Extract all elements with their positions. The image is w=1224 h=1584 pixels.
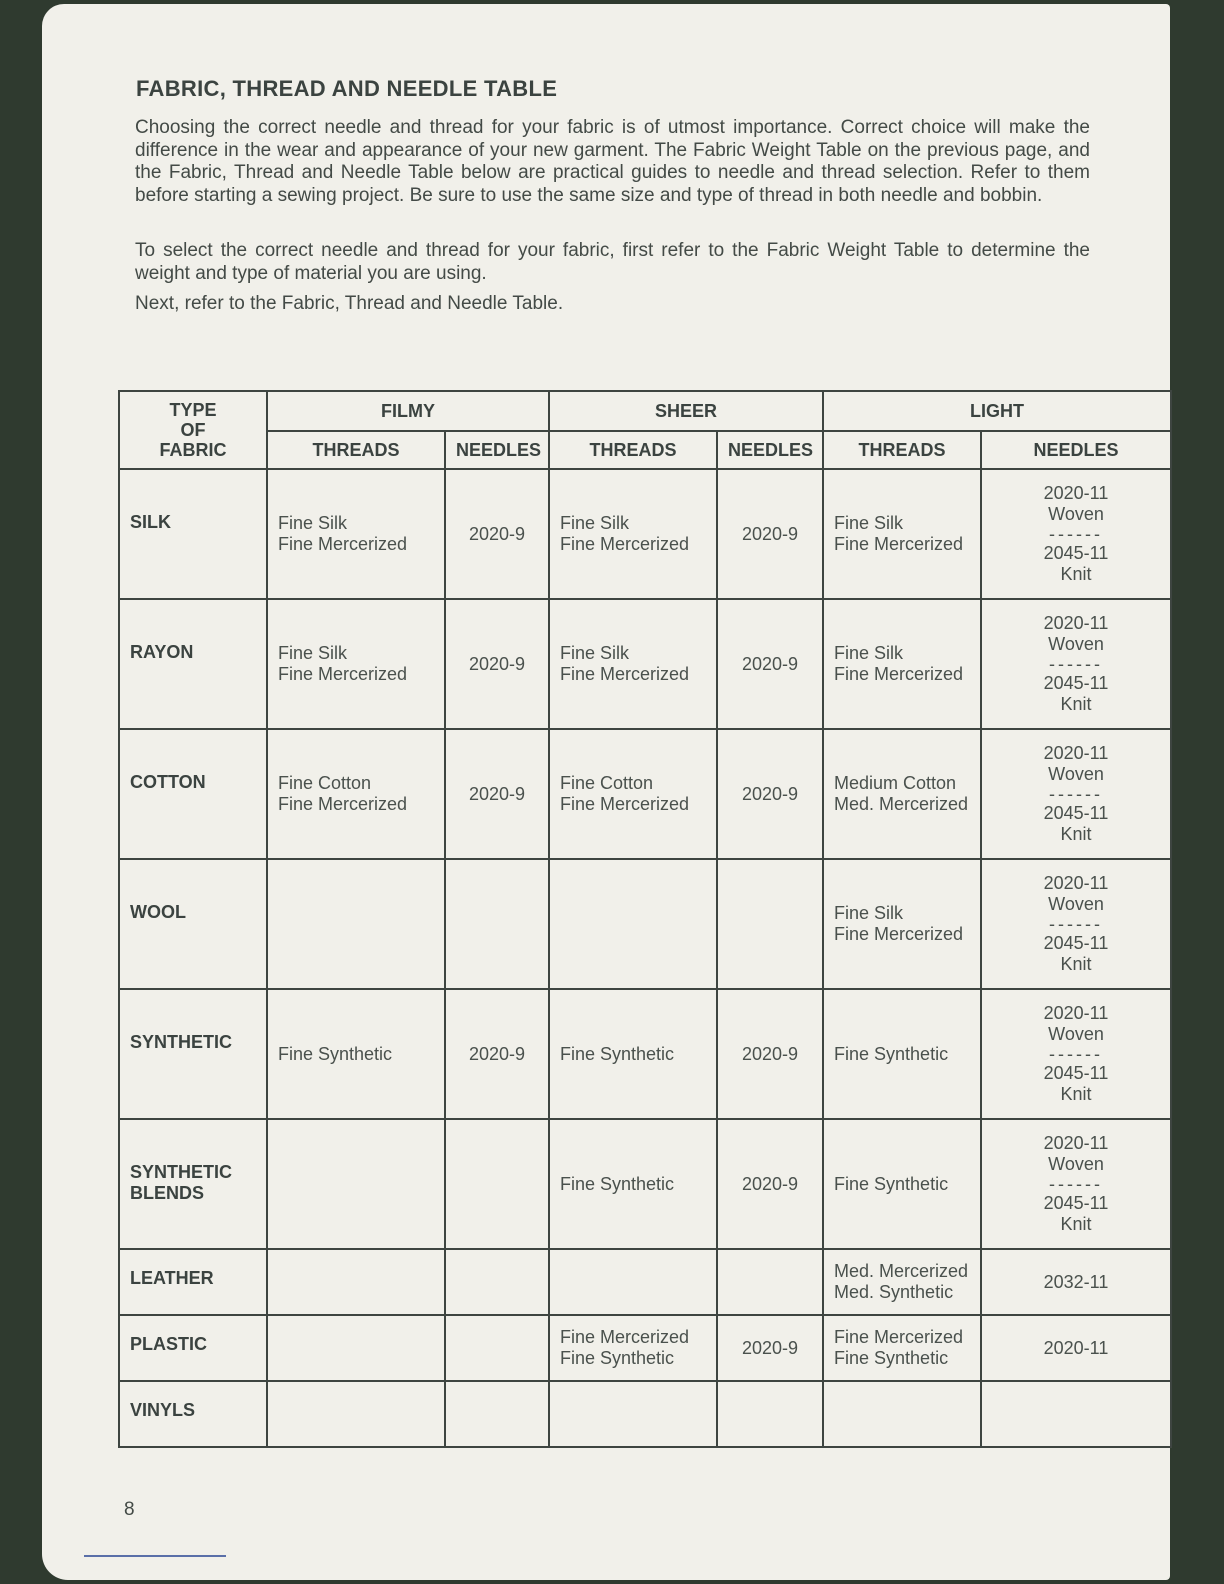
knit-needle-number: 2045-11: [1043, 673, 1109, 693]
fabric-type-cell: [119, 469, 267, 599]
document-page: [42, 4, 1170, 1580]
page-title: FABRIC, THREAD AND NEEDLE TABLE: [136, 76, 558, 101]
divider-dashes: ------: [1049, 1044, 1103, 1064]
knit-label: Knit: [1060, 824, 1092, 844]
knit-needle-number: 2045-11: [1043, 803, 1109, 823]
sheer-threads-cell: [549, 729, 717, 859]
thread-line: Fine Synthetic: [560, 1043, 675, 1064]
thread-line: WOOL: [130, 902, 186, 922]
sheer-threads-cell: [549, 989, 717, 1119]
thread-line: Fine Synthetic: [560, 1173, 675, 1194]
sheer-threads-cell: [549, 1119, 717, 1249]
sheer-threads-cell: [549, 599, 717, 729]
knit-label: Knit: [1060, 564, 1092, 584]
light-needles-cell: 2020-11: [981, 1315, 1171, 1381]
filmy-threads-cell: [267, 1315, 445, 1381]
filmy-threads-cell: [267, 859, 445, 989]
light-threads-cell: [823, 859, 981, 989]
thread-line: Fine Synthetic: [278, 1043, 393, 1064]
woven-label: Woven: [1048, 764, 1104, 784]
fabric-thread-needle-table: [118, 390, 1172, 1448]
thread-line: Fine Cotton: [560, 773, 654, 793]
thread-line: Fine Mercerized: [834, 664, 964, 684]
instruction-paragraph: To select the correct needle and thread for your fabric, first refer to the Fabric Weight Table to determine the weight and type of material you are using.: [135, 240, 1090, 284]
sheer-needles-cell: 2020-9: [717, 1119, 823, 1249]
divider-dashes: ------: [1049, 784, 1103, 804]
light-threads-cell: [823, 469, 981, 599]
needles-subheader: NEEDLES: [717, 431, 823, 469]
knit-needle-number: 2045-11: [1043, 933, 1109, 953]
thread-line: Fine Mercerized: [560, 664, 690, 684]
light-needles-cell: [981, 989, 1171, 1119]
thread-line: Fine Synthetic: [834, 1173, 949, 1194]
filmy-needles-cell: [445, 1315, 549, 1381]
filmy-threads-cell: [267, 599, 445, 729]
thread-line: Fine Synthetic: [834, 1348, 949, 1368]
divider-dashes: ------: [1049, 1174, 1103, 1194]
threads-subheader: THREADS: [267, 431, 445, 469]
woven-label: Woven: [1048, 894, 1104, 914]
table-row: [119, 989, 1171, 1119]
thread-line: Fine Silk: [278, 513, 348, 533]
threads-subheader: THREADS: [823, 431, 981, 469]
woven-needle-number: 2020-11: [1043, 873, 1109, 893]
thread-line: Med. Mercerized: [834, 1261, 969, 1281]
light-threads-cell: [823, 599, 981, 729]
knit-needle-number: 2045-11: [1043, 1193, 1109, 1213]
sheer-threads-cell: [549, 1315, 717, 1381]
fabric-type-cell: [119, 1249, 267, 1315]
table-row: [119, 1315, 1171, 1381]
woven-needle-number: 2020-11: [1043, 743, 1109, 763]
thread-line: SYNTHETIC: [130, 1162, 233, 1182]
thread-line: Fine Synthetic: [560, 1348, 675, 1368]
thread-line: BLENDS: [130, 1183, 205, 1203]
light-threads-cell: [823, 1249, 981, 1315]
filmy-needles-cell: [445, 1119, 549, 1249]
thread-line: Fine Cotton: [278, 773, 372, 793]
thread-line: Med. Synthetic: [834, 1282, 954, 1302]
table-row: [119, 729, 1171, 859]
thread-line: Fine Mercerized: [834, 534, 964, 554]
sheer-needles-cell: [717, 1249, 823, 1315]
intro-paragraph: Choosing the correct needle and thread for your fabric is of utmost importance. Correct choice will make the difference in the wear and appearance of your new garment. The Fabric Weight Table on the previous page, and the Fabric, Thread and Needle Table below are practical guides to needle and thread selection. Refer to them before starting a sewing project. Be sure to use the same size and type of thread in both needle and bobbin.: [135, 117, 1090, 206]
page-number: 8: [124, 1499, 135, 1520]
sheer-needles-cell: [717, 1381, 823, 1447]
thread-line: PLASTIC: [130, 1334, 208, 1354]
light-needles-cell: [981, 1119, 1171, 1249]
sheer-needles-cell: 2020-9: [717, 469, 823, 599]
filmy-threads-cell: [267, 989, 445, 1119]
fabric-type-cell: [119, 1381, 267, 1447]
woven-needle-number: 2020-11: [1043, 613, 1109, 633]
filmy-needles-cell: [445, 1381, 549, 1447]
threads-subheader: THREADS: [549, 431, 717, 469]
sheer-threads-cell: [549, 1381, 717, 1447]
thread-line: Fine Mercerized: [834, 924, 964, 944]
filmy-threads-cell: [267, 1119, 445, 1249]
light-threads-cell: [823, 1381, 981, 1447]
light-header: LIGHT: [823, 391, 1171, 431]
table-row: [119, 1249, 1171, 1315]
thread-line: Fine Silk: [278, 643, 348, 663]
woven-needle-number: 2020-11: [1043, 1133, 1109, 1153]
thread-line: Fine Mercerized: [560, 1327, 690, 1347]
thread-line: Fine Mercerized: [278, 794, 408, 814]
needles-subheader: NEEDLES: [981, 431, 1171, 469]
knit-label: Knit: [1060, 694, 1092, 714]
knit-needle-number: 2045-11: [1043, 1063, 1109, 1083]
filmy-needles-cell: 2020-9: [445, 599, 549, 729]
filmy-threads-cell: [267, 1249, 445, 1315]
woven-label: Woven: [1048, 504, 1104, 524]
light-needles-cell: [981, 599, 1171, 729]
thread-line: Fine Silk: [834, 903, 904, 923]
light-threads-cell: [823, 729, 981, 859]
thread-line: Fine Mercerized: [560, 794, 690, 814]
sheer-header: SHEER: [549, 391, 823, 431]
filmy-header: FILMY: [267, 391, 549, 431]
thread-line: Fine Mercerized: [278, 664, 408, 684]
filmy-threads-cell: [267, 469, 445, 599]
thread-line: Fine Mercerized: [834, 1327, 964, 1347]
woven-needle-number: 2020-11: [1043, 483, 1109, 503]
woven-label: Woven: [1048, 1024, 1104, 1044]
needles-subheader: NEEDLES: [445, 431, 549, 469]
thread-line: Fine Silk: [560, 643, 630, 663]
thread-line: Med. Mercerized: [834, 794, 969, 814]
next-step-paragraph: Next, refer to the Fabric, Thread and Needle Table.: [135, 293, 564, 314]
table-row: [119, 1119, 1171, 1249]
knit-label: Knit: [1060, 1084, 1092, 1104]
light-threads-cell: [823, 989, 981, 1119]
fabric-type-cell: [119, 599, 267, 729]
sheer-needles-cell: 2020-9: [717, 599, 823, 729]
table-row: [119, 859, 1171, 989]
light-needles-cell: [981, 859, 1171, 989]
thread-line: Fine Synthetic: [834, 1043, 949, 1064]
light-needles-cell: 2032-11: [981, 1249, 1171, 1315]
knit-label: Knit: [1060, 954, 1092, 974]
woven-needle-number: 2020-11: [1043, 1003, 1109, 1023]
sheer-threads-cell: [549, 1249, 717, 1315]
thread-line: Fine Mercerized: [278, 534, 408, 554]
sheer-needles-cell: 2020-9: [717, 989, 823, 1119]
thread-line: SILK: [130, 512, 172, 532]
filmy-needles-cell: [445, 1249, 549, 1315]
filmy-threads-cell: [267, 729, 445, 859]
thread-line: LEATHER: [130, 1268, 214, 1288]
sheer-threads-cell: [549, 469, 717, 599]
table-row: [119, 469, 1171, 599]
fabric-type-cell: [119, 1315, 267, 1381]
table-row: [119, 599, 1171, 729]
thread-line: Fine Silk: [560, 513, 630, 533]
fabric-type-cell: [119, 989, 267, 1119]
thread-line: Fine Mercerized: [560, 534, 690, 554]
woven-label: Woven: [1048, 1154, 1104, 1174]
sheer-needles-cell: 2020-9: [717, 1315, 823, 1381]
divider-dashes: ------: [1049, 654, 1103, 674]
sheer-needles-cell: [717, 859, 823, 989]
fabric-type-cell: [119, 859, 267, 989]
fabric-type-cell: [119, 1119, 267, 1249]
thread-line: RAYON: [130, 642, 194, 662]
filmy-needles-cell: 2020-9: [445, 989, 549, 1119]
thread-line: Fine Silk: [834, 513, 904, 533]
fabric-type-cell: [119, 729, 267, 859]
footer-rule: [84, 1555, 226, 1557]
thread-line: SYNTHETIC: [130, 1032, 233, 1052]
woven-label: Woven: [1048, 634, 1104, 654]
light-threads-cell: [823, 1119, 981, 1249]
thread-line: VINYLS: [130, 1400, 196, 1420]
filmy-threads-cell: [267, 1381, 445, 1447]
light-needles-cell: [981, 469, 1171, 599]
light-needles-cell: [981, 729, 1171, 859]
knit-label: Knit: [1060, 1214, 1092, 1234]
type-of-fabric-header: TYPE OF FABRIC: [119, 391, 267, 469]
filmy-needles-cell: 2020-9: [445, 729, 549, 859]
sheer-threads-cell: [549, 859, 717, 989]
thread-line: Fine Silk: [834, 643, 904, 663]
thread-line: COTTON: [130, 772, 206, 792]
table-row: [119, 1381, 1171, 1447]
light-threads-cell: [823, 1315, 981, 1381]
filmy-needles-cell: [445, 859, 549, 989]
filmy-needles-cell: 2020-9: [445, 469, 549, 599]
thread-line: Medium Cotton: [834, 773, 957, 793]
divider-dashes: ------: [1049, 914, 1103, 934]
light-needles-cell: [981, 1381, 1171, 1447]
sheer-needles-cell: 2020-9: [717, 729, 823, 859]
divider-dashes: ------: [1049, 524, 1103, 544]
knit-needle-number: 2045-11: [1043, 543, 1109, 563]
